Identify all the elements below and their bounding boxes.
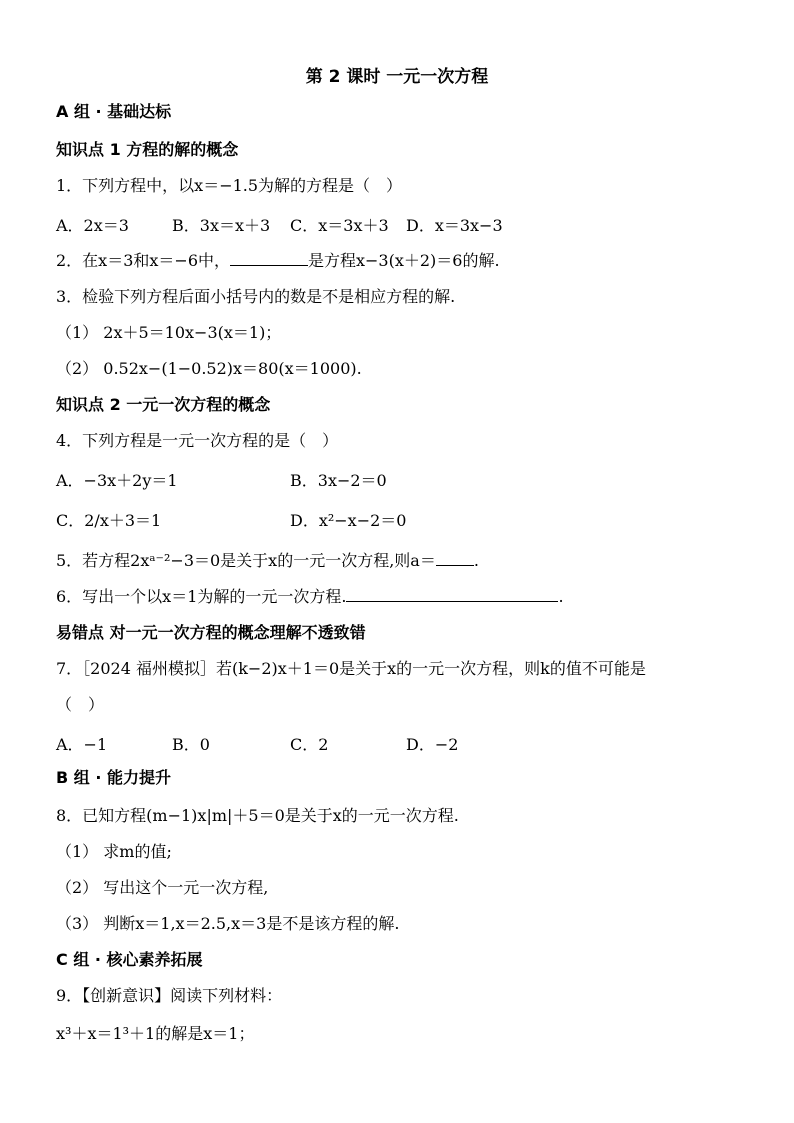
question-8-part-1: （1） 求m的值; (56, 842, 172, 861)
question-9-material-line-1: x³＋x＝1³＋1的解是x＝1； (56, 1024, 255, 1043)
q1-option-d: D．x＝3x−3 (406, 216, 503, 235)
question-3-part-2: （2） 0.52x−(1−0.52)x＝80(x＝1000). (56, 359, 362, 378)
question-7-paren: （ ） (56, 695, 105, 714)
q5-answer-blank (436, 550, 474, 566)
q5-text-before: 5．若方程2xᵃ⁻²−3＝0是关于x的一元一次方程,则a＝ (56, 551, 436, 570)
q2-answer-blank (230, 250, 308, 266)
knowledge-point-2-heading: 知识点 2 一元一次方程的概念 (56, 395, 271, 414)
q4-option-a: A．−3x＋2y＝1 (56, 471, 178, 490)
group-c-heading: C 组 · 核心素养拓展 (56, 950, 203, 969)
group-b-heading: B 组 · 能力提升 (56, 768, 171, 787)
group-a-heading: A 组 · 基础达标 (56, 102, 172, 121)
q7-option-b: B．0 (172, 735, 210, 754)
q4-option-b: B．3x−2＝0 (290, 471, 387, 490)
q4-option-c: C．2/x＋3＝1 (56, 511, 162, 530)
question-2 (56, 250, 500, 272)
question-5 (56, 550, 479, 572)
question-9: 9．【创新意识】阅读下列材料： (56, 986, 283, 1005)
knowledge-point-1-heading: 知识点 1 方程的解的概念 (56, 140, 239, 159)
q2-text-after: 是方程x−3(x＋2)＝6的解. (308, 251, 500, 270)
question-1: 1．下列方程中，以x＝−1.5为解的方程是（ ） (56, 176, 403, 195)
question-8-part-3: （3） 判断x＝1,x＝2.5,x＝3是不是该方程的解. (56, 914, 400, 933)
question-8: 8．已知方程(m−1)x|m|＋5＝0是关于x的一元一次方程. (56, 806, 459, 825)
q1-option-b: B．3x＝x＋3 (172, 216, 271, 235)
page-title: 第 2 课时 一元一次方程 (305, 67, 489, 87)
q6-text-before: 6．写出一个以x＝1为解的一元一次方程. (56, 587, 347, 606)
q7-option-d: D．−2 (406, 735, 459, 754)
q7-option-a: A．−1 (56, 735, 108, 754)
question-3-part-1: （1） 2x＋5＝10x−3(x＝1)； (56, 323, 282, 342)
q1-option-a: A．2x＝3 (56, 216, 129, 235)
q6-text-after: . (558, 587, 564, 606)
q4-option-d: D．x²−x−2＝0 (290, 511, 407, 530)
q7-option-c: C．2 (290, 735, 329, 754)
q2-text-before: 2．在x＝3和x＝−6中， (56, 251, 230, 270)
q5-text-after: . (473, 551, 479, 570)
question-8-part-2: （2） 写出这个一元一次方程, (56, 878, 269, 897)
question-4: 4．下列方程是一元一次方程的是（ ） (56, 431, 339, 450)
q1-option-c: C．x＝3x＋3 (290, 216, 389, 235)
q6-answer-blank (346, 586, 558, 602)
common-error-heading: 易错点 对一元一次方程的概念理解不透致错 (56, 623, 366, 642)
question-3: 3．检验下列方程后面小括号内的数是不是相应方程的解. (56, 287, 456, 306)
question-6 (56, 586, 564, 608)
question-7: 7．［2024 福州模拟］若(k−2)x＋1＝0是关于x的一元一次方程，则k的值不可能是 (56, 659, 646, 678)
